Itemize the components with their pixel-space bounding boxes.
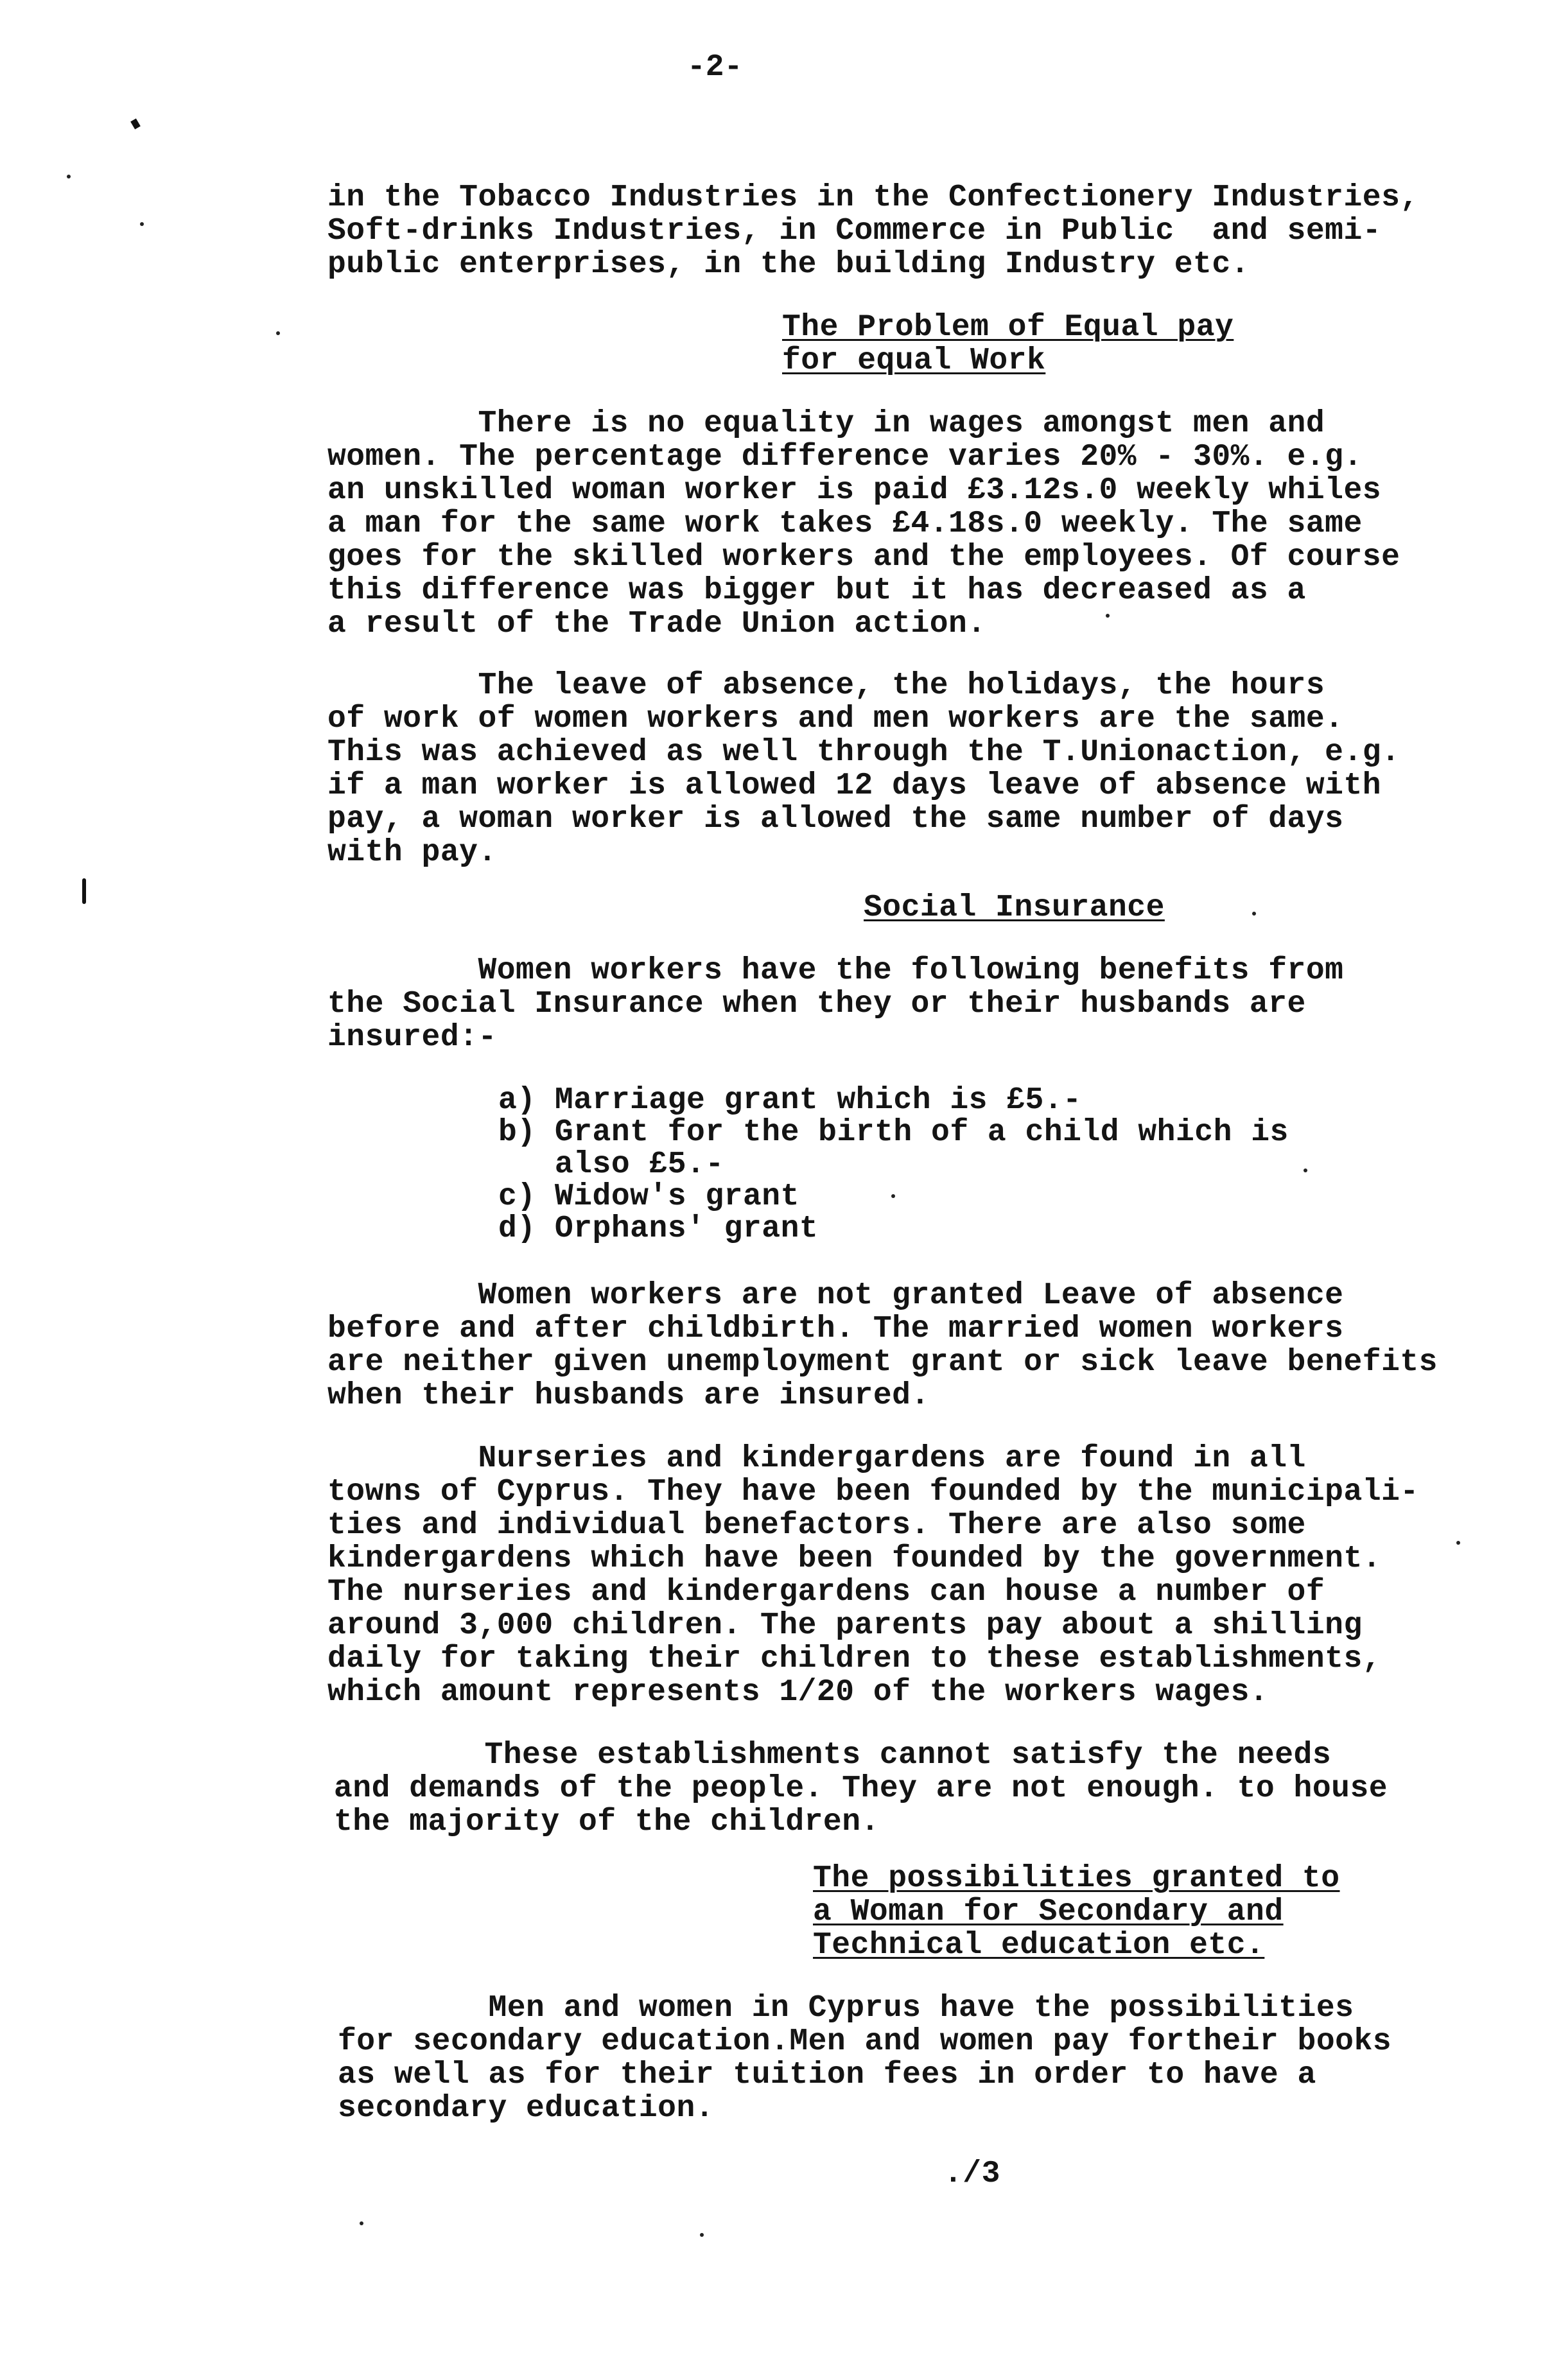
text-line: insured:- <box>327 1020 497 1055</box>
scan-speck <box>1456 1541 1460 1545</box>
text-line: Women workers have the following benefits from <box>327 953 1344 988</box>
text-line: The leave of absence, the holidays, the hours <box>327 668 1325 703</box>
text-line: Men and women in Cyprus have the possibilities <box>338 1991 1354 2026</box>
page-number: -2- <box>687 50 743 85</box>
text-line: before and after childbirth. The married women workers <box>327 1312 1344 1346</box>
text-line: the majority of the children. <box>334 1805 880 1839</box>
list-item: also £5.- <box>498 1147 724 1182</box>
text-line: which amount represents 1/20 of the workers wages. <box>327 1675 1269 1710</box>
text-line: a man for the same work takes £4.18s.0 weekly. The same <box>327 507 1363 541</box>
text-line: as well as for their tuition fees in order to have a <box>338 2058 1316 2092</box>
text-line: ties and individual benefactors. There are also some <box>327 1508 1306 1543</box>
text-line: this difference was bigger but it has decreased as a <box>327 573 1306 608</box>
list-item: c) Widow's grant <box>498 1179 799 1214</box>
heading-line: Technical education etc. <box>813 1928 1265 1963</box>
text-line: women. The percentage difference varies 20% - 30%. e.g. <box>327 440 1363 474</box>
text-line: of work of women workers and men workers are the same. <box>327 702 1344 736</box>
text-line: with pay. <box>327 835 497 870</box>
heading-line: The possibilities granted to <box>813 1861 1340 1896</box>
text-line: The nurseries and kindergardens can house a number of <box>327 1575 1325 1610</box>
text-line: Nurseries and kindergardens are found in all <box>327 1441 1306 1476</box>
text-line: towns of Cyprus. They have been founded by the municipali- <box>327 1475 1419 1509</box>
list-item: d) Orphans' grant <box>498 1212 819 1246</box>
text-line: kindergardens which have been founded by the government. <box>327 1542 1382 1576</box>
scan-speck <box>1106 614 1110 618</box>
text-line: pay, a woman worker is allowed the same number of days <box>327 802 1344 837</box>
text-line: when their husbands are insured. <box>327 1378 930 1413</box>
text-line: a result of the Trade Union action. <box>327 607 986 641</box>
text-line: Women workers are not granted Leave of absence <box>327 1278 1344 1313</box>
heading-line: for equal Work <box>782 343 1046 378</box>
text-line: These establishments cannot satisfy the needs <box>334 1738 1332 1773</box>
scan-speck <box>700 2233 704 2237</box>
list-item: a) Marriage grant which is £5.- <box>498 1083 1082 1118</box>
text-line: if a man worker is allowed 12 days leave of absence with <box>327 769 1382 803</box>
text-line: goes for the skilled workers and the employees. Of course <box>327 540 1400 575</box>
text-line: secondary education. <box>338 2091 715 2126</box>
scan-speck <box>130 118 141 129</box>
text-line: Soft-drinks Industries, in Commerce in Public and semi- <box>327 214 1382 248</box>
heading-line: a Woman for Secondary and <box>813 1895 1284 1929</box>
text-line: public enterprises, in the building Industry etc. <box>327 247 1250 282</box>
heading-line: The Problem of Equal pay <box>782 310 1234 345</box>
text-line: for secondary education.Men and women pay fortheir books <box>338 2024 1392 2059</box>
scan-speck <box>1304 1168 1307 1172</box>
text-line: There is no equality in wages amongst men and <box>327 406 1325 441</box>
social-insurance-heading: Social Insurance <box>864 890 1165 925</box>
scan-speck <box>67 175 71 178</box>
text-line: and demands of the people. They are not enough. to house <box>334 1771 1388 1806</box>
scan-speck <box>82 878 86 904</box>
text-line: the Social Insurance when they or their husbands are <box>327 987 1306 1021</box>
scan-speck <box>360 2221 363 2225</box>
text-line: are neither given unemployment grant or sick leave benefits <box>327 1345 1438 1380</box>
scan-speck <box>140 222 144 226</box>
list-item: b) Grant for the birth of a child which is <box>498 1115 1289 1150</box>
text-line: in the Tobacco Industries in the Confectionery Industries, <box>327 180 1419 215</box>
text-line: around 3,000 children. The parents pay about a shilling <box>327 1608 1363 1643</box>
scan-speck <box>1252 912 1256 916</box>
text-line: an unskilled woman worker is paid £3.12s.0 weekly whiles <box>327 473 1382 508</box>
scan-speck <box>891 1194 895 1198</box>
scan-speck <box>276 331 280 335</box>
text-line: daily for taking their children to these establishments, <box>327 1642 1382 1676</box>
continuation-marker: ./3 <box>944 2157 1000 2191</box>
text-line: This was achieved as well through the T.Unionaction, e.g. <box>327 735 1400 770</box>
